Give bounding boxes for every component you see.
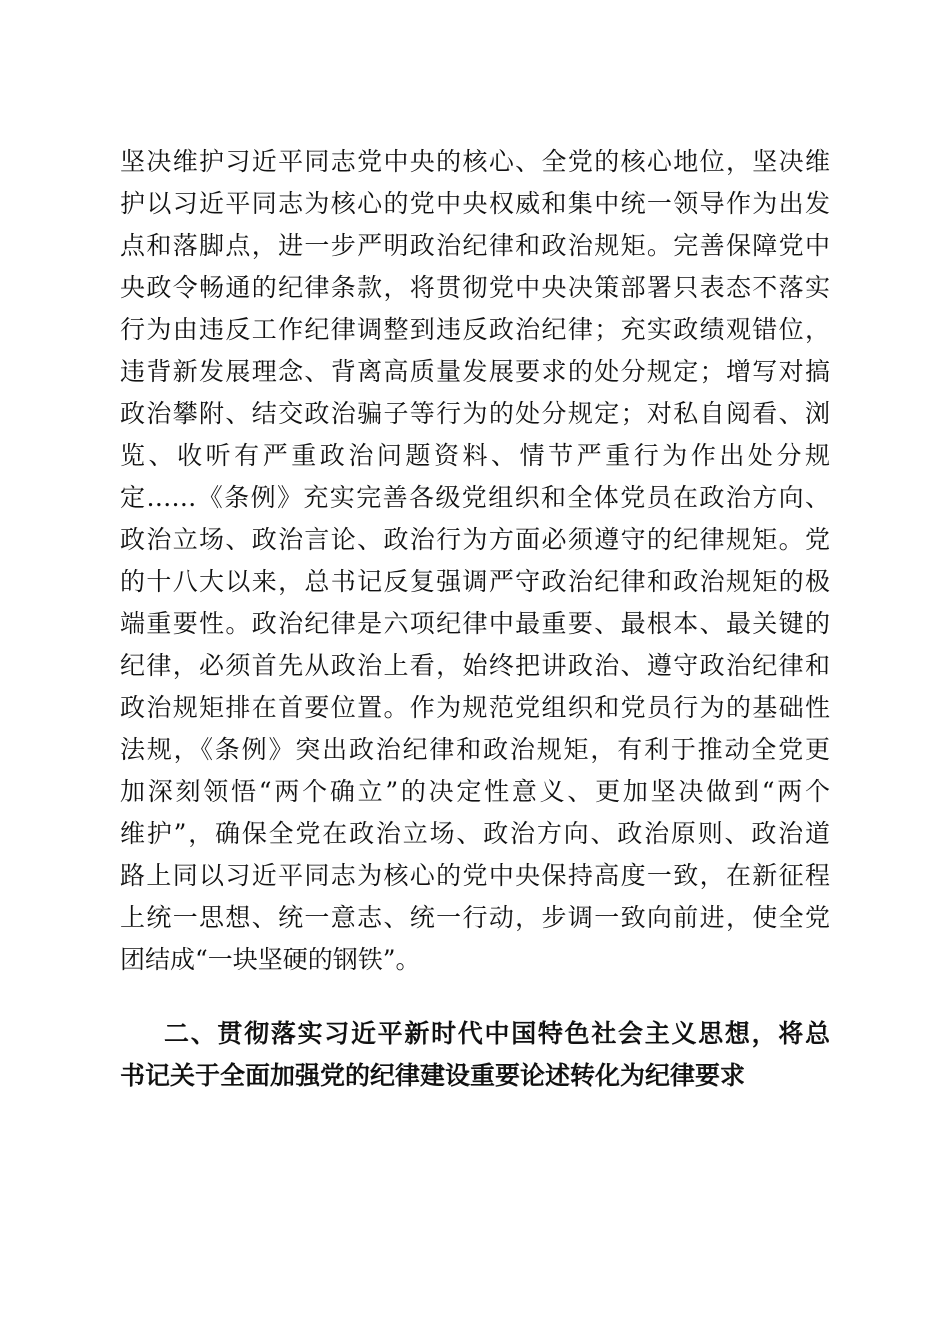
paragraph-line: 纪律，必须首先从政治上看，始终把讲政治、遵守政治纪律和 — [120, 651, 830, 680]
paragraph-line: 护以习近平同志为核心的党中央权威和集中统一领导作为出发 — [120, 189, 830, 218]
paragraph-line: 览、收听有严重政治问题资料、情节严重行为作出处分规 — [120, 441, 830, 470]
paragraph-line: 端重要性。政治纪律是六项纪律中最重要、最根本、最关键的 — [120, 609, 830, 638]
paragraph-line: 坚决维护习近平同志党中央的核心、全党的核心地位，坚决维 — [120, 147, 830, 176]
paragraph-line: 政治立场、政治言论、政治行为方面必须遵守的纪律规矩。党 — [120, 525, 830, 554]
paragraph-line: 法规，《条例》突出政治纪律和政治规矩，有利于推动全党更 — [120, 735, 830, 764]
paragraph-line: 的十八大以来，总书记反复强调严守政治纪律和政治规矩的极 — [120, 567, 830, 596]
paragraph-line: 政治攀附、结交政治骗子等行为的处分规定；对私自阅看、浏 — [120, 399, 830, 428]
paragraph-line: 点和落脚点，进一步严明政治纪律和政治规矩。完善保障党中 — [120, 231, 830, 260]
paragraph-line: 维护”，确保全党在政治立场、政治方向、政治原则、政治道 — [120, 819, 830, 848]
paragraph-line: 路上同以习近平同志为核心的党中央保持高度一致，在新征程 — [120, 861, 830, 890]
paragraph-line: 团结成“一块坚硬的钢铁”。 — [120, 945, 421, 974]
section-heading-line: 二、贯彻落实习近平新时代中国特色社会主义思想，将总 — [164, 1019, 830, 1048]
paragraph-line: 加深刻领悟“两个确立”的决定性意义、更加坚决做到“两个 — [120, 777, 830, 806]
paragraph-line: 上统一思想、统一意志、统一行动，步调一致向前进，使全党 — [120, 903, 830, 932]
paragraph-line: 央政令畅通的纪律条款，将贯彻党中央决策部署只表态不落实 — [120, 273, 830, 302]
paragraph-line: 政治规矩排在首要位置。作为规范党组织和党员行为的基础性 — [120, 693, 830, 722]
section-heading-line: 书记关于全面加强党的纪律建设重要论述转化为纪律要求 — [120, 1061, 746, 1090]
paragraph-line: 定……《条例》充实完善各级党组织和全体党员在政治方向、 — [120, 483, 830, 512]
paragraph-line: 违背新发展理念、背离高质量发展要求的处分规定；增写对搞 — [120, 357, 830, 386]
paragraph-line: 行为由违反工作纪律调整到违反政治纪律；充实政绩观错位， — [120, 315, 830, 344]
